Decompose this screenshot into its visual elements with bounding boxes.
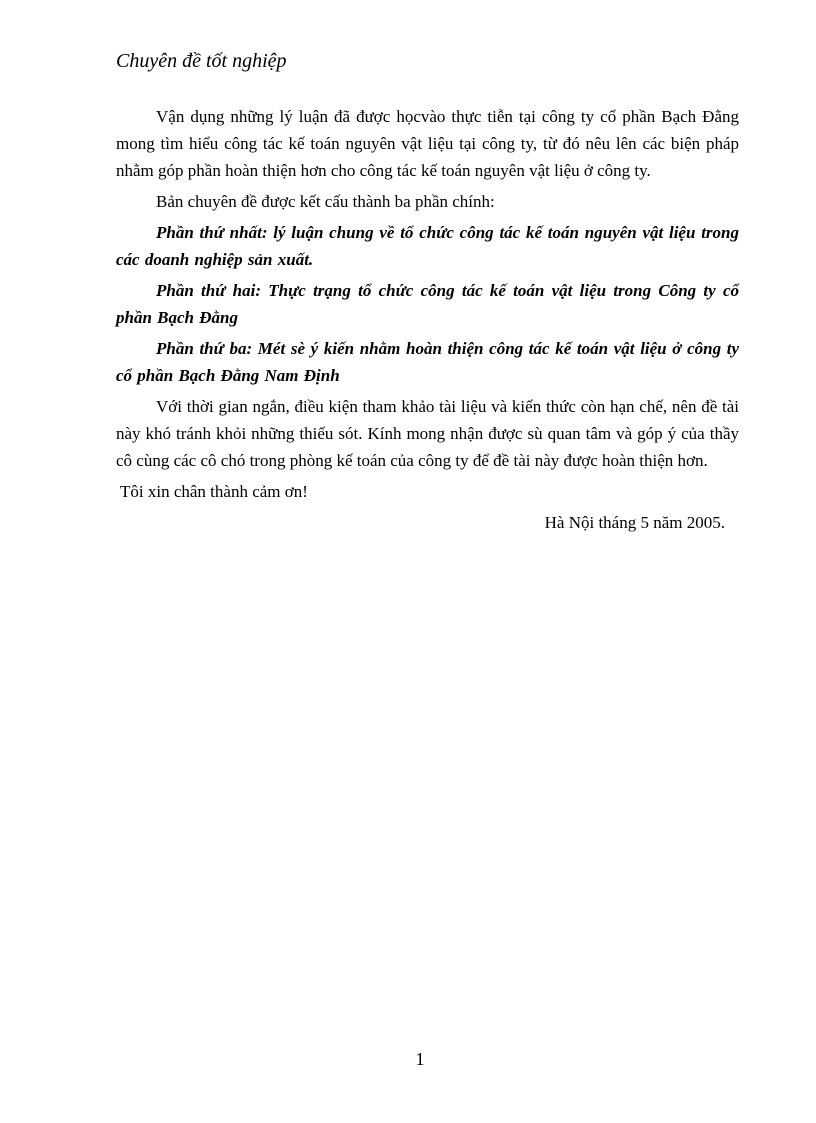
- thanks-line: Tôi xin chân thành cảm ơn!: [120, 482, 308, 501]
- date-line: Hà Nội tháng 5 năm 2005.: [544, 513, 725, 532]
- intro-paragraph: Vận dụng những lý luận đã được họcvào thực tiễn tại công ty cổ phần Bạch Đằng mong tìm hiểu công tác kế toán nguyên vật liệu tại công ty, từ đó nêu lên các biện pháp nhằm góp phần hoàn thiện hơn cho công tác kế toán nguyên vật liệu ở công ty.: [116, 107, 739, 180]
- closing-paragraph: Với thời gian ngắn, điều kiện tham khảo tài liệu và kiến thức còn hạn chế, nên đề tài này khó tránh khỏi những thiếu sót. Kính mong nhận được sù quan tâm và góp ý của thầy cô cùng các cô chó trong phòng kế toán của công ty để đề tài này được hoàn thiện hơn.: [116, 397, 739, 470]
- structure-paragraph: Bản chuyên đề được kết cấu thành ba phần chính:: [156, 192, 495, 211]
- document-body: [116, 103, 739, 540]
- part-one-paragraph: Phần thứ nhất: lý luận chung về tổ chức công tác kế toán nguyên vật liệu trong các doanh nghiệp sản xuất.: [116, 223, 739, 269]
- part-three-paragraph: Phần thứ ba: Mét sè ý kiến nhằm hoàn thiện công tác kế toán vật liệu ở công ty cổ phần Bạch Đằng Nam Định: [116, 339, 739, 385]
- part-two-paragraph: Phần thứ hai: Thực trạng tổ chức công tác kế toán vật liệu trong Công ty cổ phần Bạch Đằng: [116, 281, 739, 327]
- page-number: 1: [415, 1049, 425, 1069]
- document-header: Chuyên đề tốt nghiệp: [116, 50, 287, 72]
